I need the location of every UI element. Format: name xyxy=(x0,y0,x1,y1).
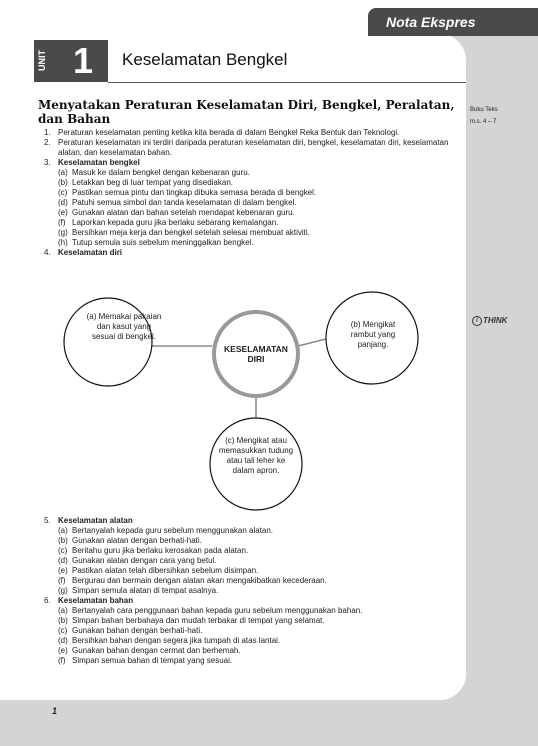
sub-item-text: Bersihkan meja kerja dan bengkel setelah selesai membuat aktiviti. xyxy=(72,228,310,237)
sub-item-text: Simpan semula alatan di tempat asalnya. xyxy=(72,586,219,595)
sub-item-letter: (h) xyxy=(58,238,68,247)
sub-item xyxy=(44,238,462,248)
sub-item-text: Bersihkan bahan dengan segera jika tumpah di atas lantai. xyxy=(72,636,281,645)
sub-item xyxy=(44,536,462,546)
sub-item xyxy=(44,228,462,238)
sub-item xyxy=(44,576,462,586)
sub-item xyxy=(44,656,462,666)
list-item-text: Peraturan keselamatan ini terdiri daripada peraturan keselamatan diri, bengkel, keselamatan diri, keselamatan alatan, dan keselamatan bahan. xyxy=(58,138,449,157)
textbook-ref-line2: m.s. 4 – 7 xyxy=(470,119,497,125)
sub-item xyxy=(44,636,462,646)
circle-right-text: (b) Mengikat rambut yang panjang. xyxy=(350,320,396,349)
sub-item-letter: (f) xyxy=(58,218,66,227)
sub-item-letter: (d) xyxy=(58,636,68,645)
sub-item-letter: (a) xyxy=(58,606,68,615)
list-item xyxy=(44,596,462,606)
sub-item-text: Patuhi semua simbol dan tanda keselamatan di dalam bengkel. xyxy=(72,198,297,207)
sub-item xyxy=(44,188,462,198)
sub-item-text: Gunakan bahan dengan berhati-hati. xyxy=(72,626,203,635)
sub-item xyxy=(44,646,462,656)
sub-item xyxy=(44,168,462,178)
list-item xyxy=(44,158,462,168)
sub-item-text: Simpan semua bahan di tempat yang sesuai. xyxy=(72,656,233,665)
circle-bottom-text: (c) Mengikat atau memasukkan tudung atau tali leher ke dalam apron. xyxy=(218,436,294,475)
list-item xyxy=(44,248,462,258)
list-item-text: Keselamatan bengkel xyxy=(58,158,140,167)
list-item-number: 3. xyxy=(44,158,51,167)
ithink-badge xyxy=(472,316,507,326)
sub-item-text: Pastikan alatan telah dibersihkan sebelum disimpan. xyxy=(72,566,259,575)
sub-item-text: Gunakan alatan dengan cara yang betul. xyxy=(72,556,217,565)
sub-item-letter: (g) xyxy=(58,586,68,595)
sub-item xyxy=(44,566,462,576)
sub-item-letter: (a) xyxy=(58,526,68,535)
sub-item xyxy=(44,616,462,626)
sub-item-text: Gunakan alatan dan bahan setelah mendapat kebenaran guru. xyxy=(72,208,295,217)
unit-label: UNIT xyxy=(37,50,47,72)
sub-item-letter: (b) xyxy=(58,178,68,187)
sub-item-letter: (c) xyxy=(58,626,68,635)
list-item-text: Keselamatan alatan xyxy=(58,516,133,525)
sub-item-text: Masuk ke dalam bengkel dengan kebenaran guru. xyxy=(72,168,250,177)
sub-item-letter: (b) xyxy=(58,616,68,625)
sub-item-text: Gunakan alatan dengan berhati-hati. xyxy=(72,536,202,545)
sub-item-letter: (e) xyxy=(58,646,68,655)
sub-item-letter: (a) xyxy=(58,168,68,177)
sub-item xyxy=(44,526,462,536)
ithink-icon: i xyxy=(472,316,482,326)
sub-item xyxy=(44,626,462,636)
list-item-text: Keselamatan bahan xyxy=(58,596,134,605)
sub-item xyxy=(44,198,462,208)
list-item-text: Keselamatan diri xyxy=(58,248,123,257)
sub-item-letter: (d) xyxy=(58,198,68,207)
sub-item-text: Beritahu guru jika berlaku kerosakan pada alatan. xyxy=(72,546,249,555)
list-item-text: Peraturan keselamatan penting ketika kita berada di dalam Bengkel Reka Bentuk dan Teknologi. xyxy=(58,128,400,137)
unit-number: 1 xyxy=(72,40,94,81)
sub-item xyxy=(44,586,462,596)
sub-item-letter: (b) xyxy=(58,536,68,545)
sub-item xyxy=(44,218,462,228)
list-item-number: 6. xyxy=(44,596,51,605)
sub-item-letter: (g) xyxy=(58,228,68,237)
sub-item-text: Bertanyalah cara penggunaan bahan kepada guru sebelum menggunakan bahan. xyxy=(72,606,363,615)
sub-item-text: Letakkan beg di luar tempat yang disediakan. xyxy=(72,178,233,187)
sub-item-letter: (f) xyxy=(58,576,66,585)
circle-center-text: KESELAMATAN DIRI xyxy=(224,344,288,364)
unit-title-rule xyxy=(108,82,466,83)
list-item-number: 5. xyxy=(44,516,51,525)
list-item xyxy=(44,138,462,158)
sub-item-letter: (e) xyxy=(58,566,68,575)
sub-item xyxy=(44,208,462,218)
list-part-2 xyxy=(44,516,462,666)
sub-item xyxy=(44,546,462,556)
sub-item-letter: (d) xyxy=(58,556,68,565)
textbook-reference xyxy=(470,104,498,128)
sub-item-text: Gunakan bahan dengan cermat dan berhemah. xyxy=(72,646,241,655)
sub-item-letter: (c) xyxy=(58,546,68,555)
unit-title: Keselamatan Bengkel xyxy=(122,50,288,69)
circle-left-text: (a) Memakai pakaian dan kasut yang sesuai di bengkel. xyxy=(86,312,162,341)
sub-item-text: Bergurau dan bermain dengan alatan akan mengakibatkan kecederaan. xyxy=(72,576,327,585)
list-item xyxy=(44,128,462,138)
textbook-ref-line1: Buku Teks xyxy=(470,107,498,113)
section-heading: Menyatakan Peraturan Keselamatan Diri, Bengkel, Peralatan, dan Bahan xyxy=(38,98,455,126)
list-item xyxy=(44,516,462,526)
sub-item-text: Laporkan kepada guru jika berlaku sebarang kemalangan. xyxy=(72,218,279,227)
list-item-number: 2. xyxy=(44,138,51,147)
connector-right xyxy=(298,338,330,346)
sub-item-letter: (c) xyxy=(58,188,68,197)
circle-map-diagram xyxy=(60,286,420,518)
page-number: 1 xyxy=(52,706,58,716)
sub-item xyxy=(44,606,462,616)
sub-item-letter: (f) xyxy=(58,656,66,665)
sub-item-text: Bertanyalah kepada guru sebelum menggunakan alatan. xyxy=(72,526,274,535)
sub-item xyxy=(44,178,462,188)
list-part-1 xyxy=(44,128,462,258)
sub-item-text: Tutup semula suis sebelum meninggalkan bengkel. xyxy=(72,238,254,247)
sub-item-text: Pastikan semua pintu dan tingkap dibuka semasa berada di bengkel. xyxy=(72,188,317,197)
sub-item-text: Simpan bahan berbahaya dan mudah terbakar di tempat yang selamat. xyxy=(72,616,325,625)
list-item-number: 1. xyxy=(44,128,51,137)
sub-item-letter: (e) xyxy=(58,208,68,217)
ithink-label: THINK xyxy=(483,316,508,326)
nota-ekspres-tab: Nota Ekspres xyxy=(368,8,538,36)
list-item-number: 4. xyxy=(44,248,51,257)
sub-item xyxy=(44,556,462,566)
